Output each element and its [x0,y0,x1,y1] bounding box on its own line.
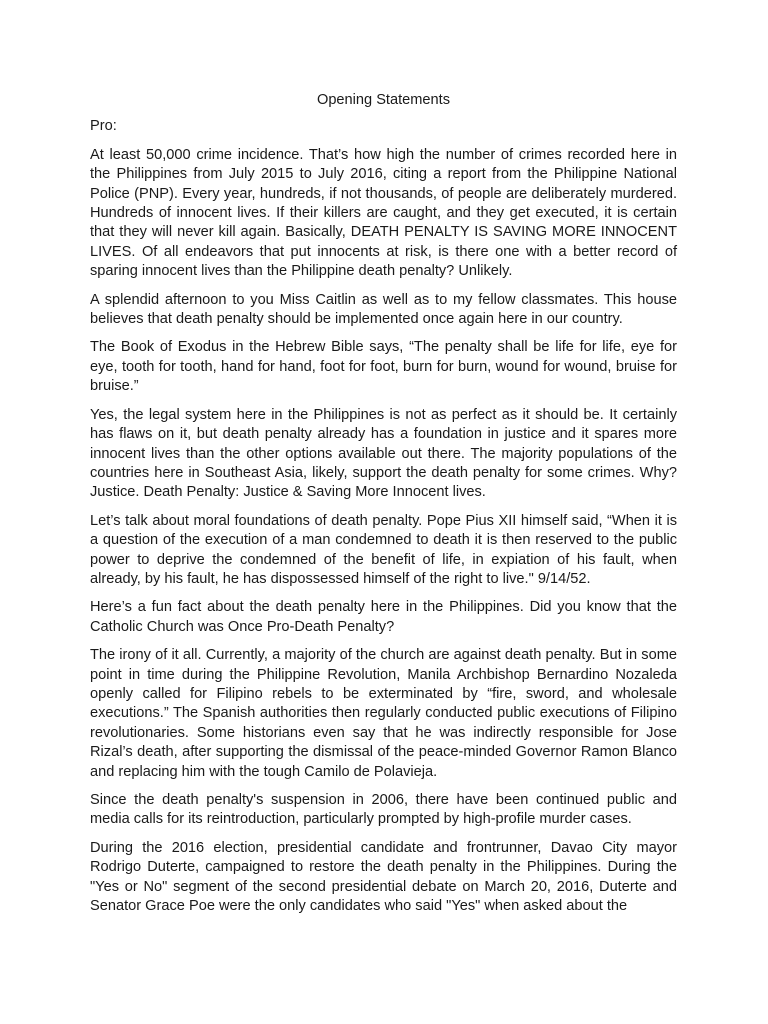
page-title: Opening Statements [316,92,451,108]
paragraph: During the 2016 election, presidential candidate and frontrunner, Davao City mayor Rodrigo Duterte, campaigned to restore the death penalty in the Philippines. During the "Yes or No" segment of the second presidential debate on March 20, 2016, Duterte and Senator Grace Poe were the only candidates who said "Yes" when asked about the [90,839,677,915]
paragraph: Let’s talk about moral foundations of death penalty. Pope Pius XII himself said, “When it is a question of the execution of a man condemned to death it is then reserved to the public power to deprive the condemned of the benefit of life, in expiation of his fault, when already, by his fault, he has dispossessed himself of the right to live." 9/14/52. [90,512,677,587]
document-body [90,91,677,925]
paragraph: The irony of it all. Currently, a majority of the church are against death penalty. But in some point in time during the Philippine Revolution, Manila Archbishop Bernardino Nozaleda openly called for Filipino rebels to be exterminated by “fire, sword, and wholesale executions.” The Spanish authorities then regularly conducted public executions of Filipino revolutionaries. Some historians even say that he was indirectly responsible for Jose Rizal’s death, after supporting the dismissal of the peace-minded Governor Ramon Blanco and replacing him with the tough Camilo de Polavieja. [90,647,677,780]
paragraph: Since the death penalty's suspension in 2006, there have been continued public and media calls for its reintroduction, particularly prompted by high-profile murder cases. [90,792,677,828]
paragraph: Yes, the legal system here in the Philippines is not as perfect as it should be. It certainly has flaws on it, but death penalty already has a foundation in justice and it spares more innocent lives than the other options available out there. The majority populations of the countries here in Southeast Asia, likely, support the death penalty for some crimes. Why? Justice. Death Penalty: Justice & Saving More Innocent lives. [90,406,677,501]
section-label: Pro: [90,118,117,135]
paragraph: The Book of Exodus in the Hebrew Bible says, “The penalty shall be life for life, eye for eye, tooth for tooth, hand for hand, foot for foot, burn for burn, wound for wound, bruise for bruise.” [90,339,677,395]
paragraph: Here’s a fun fact about the death penalty here in the Philippines. Did you know that the Catholic Church was Once Pro-Death Penalty? [90,599,677,635]
paragraph: At least 50,000 crime incidence. That’s how high the number of crimes recorded here in the Philippines from July 2015 to July 2016, citing a report from the Philippine National Police (PNP). Every year, hundreds, if not thousands, of people are deliberately murdered. Hundreds of innocent lives. If their killers are caught, and they get executed, it is certain that they will never kill again. Basically, DEATH PENALTY IS SAVING MORE INNOCENT LIVES. Of all endeavors that put innocents at risk, is there one with a better record of sparing innocent lives than the Philippine death penalty? Unlikely. [90,146,677,280]
paragraph: A splendid afternoon to you Miss Caitlin as well as to my fellow classmates. This house believes that death penalty should be implemented once again here in our country. [90,291,677,328]
